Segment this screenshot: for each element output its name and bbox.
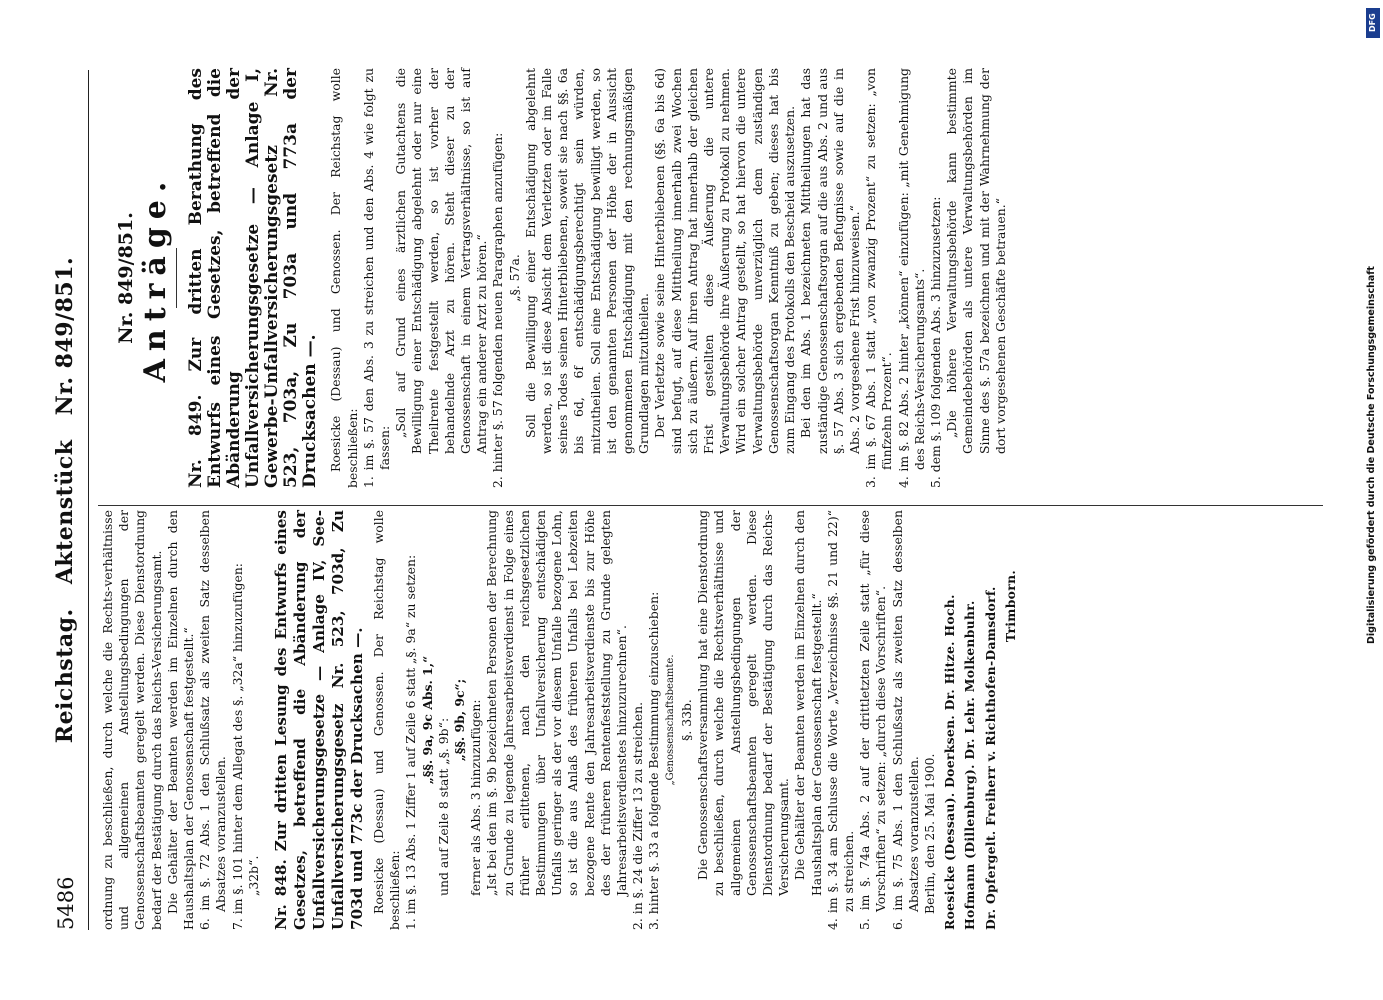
signature-line-2: Hofmann (Dillenburg). Dr. Lehr. Molkenbuhr. — [962, 600, 978, 930]
nr849-item-5: 5. dem §. 109 folgenden Abs. 3 hinzuzusetzen: — [927, 196, 943, 488]
nr848-intro: Roesicke (Dessau) und Genossen. Der Reichstag wolle beschließen: — [371, 510, 403, 930]
nr848-item-1-b: und auf Zeile 8 statt „§. 9b“: — [435, 717, 451, 896]
signature-line-1: Roesicke (Dessau). Doerksen. Dr. Hitze. Hoch. — [942, 594, 958, 930]
nr849-heading: Nr. 849. Zur dritten Berathung des Entwurfs eines Gesetzes, betreffend die Abänderung der Unfallversicherungsgesetze — Anlage I, Gewerbe-Unfallversicherungsgesetz Nr. 523, 703a, Zu 703a und 773a der Drucksachen —. — [186, 68, 321, 488]
nr848-item-3-subtitle: „Genossenschaftsbeamte. — [664, 654, 676, 786]
nr848-item-1: 1. im §. 13 Abs. 1 Ziffer 1 auf Zeile 6 statt „§. 9a“ zu setzen: — [403, 554, 419, 930]
right-column — [100, 68, 1009, 488]
signature-line-4: Trimborn. — [1002, 570, 1018, 643]
column-divider — [98, 505, 1323, 506]
nr849-item-1-quote: „Soll auf Grund eines ärztlichen Gutachtens die Bewilligung einer Entschädigung abgelehnt oder nur eine Theilrente festgestellt werden, so ist vorher der behandelnde Arzt zu hören. Steht dieser zu der Genossenschaft in einem Vertragsverhältnisse, so ist auf Antrag ein anderer Arzt zu hören.“ — [393, 68, 490, 454]
nr848-heading: Nr. 848. Zur dritten Lesung des Entwurfs eines Gesetzes, betreffend die Abänderung der Unfallversicherungsgesetze — Anlage IV, See-Unfallversicherungsgesetz Nr. 523, 703d, Zu 703d und 773c der Drucksachen —. — [272, 510, 367, 930]
nr849-item-2-text-3: Bei den im Abs. 1 bezeichneten Mittheilungen hat das zuständige Genossenschaftsorgan auf die aus Abs. 2 und aus §. 57 Abs. 3 sich ergebenden Befugnisse sowie auf die in Abs. 2 vorgesehene Frist hinzuweisen.“ — [798, 68, 862, 454]
nr848-item-2: 2. in §. 24 die Ziffer 13 zu streichen. — [630, 701, 646, 930]
title-rule — [176, 248, 177, 308]
nr848-item-3: 3. hinter §. 33 a folgende Bestimmung einzuschieben: — [646, 591, 662, 930]
nr848-item-3-text: Die Genossenschaftsversammlung hat eine Dienstordnung zu beschließen, durch welche die Rechtsverhältnisse und allgemeinen Anstellungsbedingungen der Genossenschaftsbeamten geregelt werden. Diese Dienstordnung bedarf der Bestätigung durch das Reichs-Versicherungsamt. — [695, 510, 792, 896]
running-title-left: Reichstag. — [52, 608, 78, 744]
running-title-right: Nr. 849/851. — [52, 256, 78, 416]
running-title-middle: Aktenstück — [52, 439, 78, 585]
nr849-item-3: 3. im §. 67 Abs. 1 statt „von zwanzig Prozent“ zu setzen: „von fünfzehn Prozent“. — [863, 68, 895, 488]
document-number-title: Nr. 849/851. — [115, 212, 137, 344]
antraege-title: Anträge. — [138, 173, 174, 383]
dfg-logo-icon: DFG — [1366, 8, 1380, 38]
nr849-item-4: 4. im §. 82 Abs. 2 hinter „können“ einzufügen: „mit Genehmigung des Reichs-Versicherungsamts“. — [895, 68, 927, 488]
item-7: 7. im §. 101 hinter dem Allegat des §. „32a“ hinzuzufügen: — [229, 563, 245, 930]
nr849-item-1: 1. im §. 57 den Abs. 3 zu streichen und den Abs. 4 wie folgt zu fassen: — [360, 68, 393, 488]
nr848-item-1-quote-1: „§§. 9a, 9c Abs. 1,“ — [419, 655, 435, 785]
nr848-item-1-quote: „Ist bei den im §. 9b bezeichneten Personen der Berechnung zu Grunde zu legende Jahresarbeitsverdienst in Folge eines früher erlittenen, nach den reichsgesetzlichen Bestimmungen über Unfallversicherung entschädigten Unfalls geringer als der vor diesem Unfalle bezogene Lohn, so ist die aus Anlaß des früheren Unfalls bei Lebzeiten bezogene Rente den Jahresarbeitsverdienste bis zur Höhe des der früheren Rentenfeststellung zu Grunde gelegten Jahresarbeitsverdienstes hinzuzurechnen“. — [484, 510, 630, 896]
nr849-item-5-quote: „Die höhere Verwaltungsbehörde kann bestimmte Gemeindebehörden als untere Verwaltungsbehörden im Sinne des §. 57a bezeichnen und mit der Wahrnehmung der dort vorgesehenen Geschäfte betrauen.“ — [944, 68, 1008, 454]
signature-line-3: Dr. Opfergelt. Freiherr v. Richthofen-Damsdorf. — [982, 586, 998, 930]
nr849-item-2: 2. hinter §. 57 folgenden neuen Paragraphen anzufügen: — [490, 132, 506, 488]
left-column — [100, 510, 1019, 930]
nr848-item-3-paragraph: §. 33b. — [678, 699, 694, 741]
continuation-text-2: Die Gehälter der Beamten werden im Einzelnen durch den Haushaltsplan der Genossenschaft festgestellt.“ — [164, 510, 197, 930]
nr848-item-6: 6. im §. 75 Abs. 1 den Schlußsatz als zweiten Satz desselben Absatzes voranzustellen. — [889, 510, 921, 930]
nr848-item-1-c: ferner als Abs. 3 hinzuzufügen: — [468, 699, 484, 896]
item-7-quote: „32b“. — [245, 855, 261, 896]
page-number: 5486 — [54, 876, 78, 930]
nr848-item-5: 5. im §. 74a Abs. 2 auf der drittletzten Zeile statt „für diese Vorschriften“ zu setzen: „durch diese Vorschriften“. — [857, 510, 889, 930]
nr848-item-3-text-2: Die Gehälter der Beamten werden im Einzelnen durch den Haushaltsplan der Genossenschaft festgestellt.“ — [792, 510, 824, 896]
digitization-sidebar — [1363, 0, 1383, 1000]
digitization-credit: Digitalisierung gefördert durch die Deutsche Forschungsgemeinschaft — [1366, 266, 1377, 644]
nr849-item-2-paragraph: „§. 57a. — [506, 254, 522, 302]
nr848-item-1-quote-2: „§§. 9b, 9c“; — [452, 678, 468, 762]
continuation-text-1: ordnung zu beschließen, durch welche die Rechts-verhältnisse und allgemeinen Anstellungsbedingungen der Genossenschaftsbeamten geregelt werden. Diese Dienstordnung bedarf der Bestätigung durch das Reichs-Versicherungsamt. — [100, 510, 164, 930]
nr849-item-2-text: Soll die Bewilligung einer Entschädigung abgelehnt werden, so ist diese Absicht dem Verletzten oder im Falle seines Todes seinen Hinterbliebenen, soweit sie nach §§. 6a bis 6d, 6f entschädigungsberechtigt sein würden, mitzutheilen. Soll eine Entschädigung bewilligt werden, so ist den genannten Personen der Höhe der in Aussicht genommenen Entschädigung mit den rechnungsmäßigen Grundlagen mitzutheilen. — [522, 68, 652, 454]
nr848-item-4: 4. im §. 34 am Schlusse die Worte „Verzeichnisse §§. 21 und 22)“ zu streichen. — [824, 510, 856, 930]
nr849-intro: Roesicke (Dessau) und Genossen. Der Reichstag wolle beschließen: — [328, 68, 360, 488]
nr849-item-2-text-2: Der Verletzte sowie seine Hinterbliebenen (§§. 6a bis 6d) sind befugt, auf diese Mittheilung innerhalb zwei Wochen sich zu äußern. Auf ihren Antrag hat innerhalb der gleichen Frist gestellten diese Äußerung die untere Verwaltungsbehörde ihre Äußerung zu Protokoll zu nehmen. Wird ein solcher Antrag gestellt, so hat hiervon die untere Verwaltungsbehörde unverzüglich dem zuständigen Genossenschaftsorgan Kenntniß zu geben; dieses hat bis zum Eingang des Protokolls den Bescheid auszusetzen. — [652, 68, 798, 454]
date-line: Berlin, den 25. Mai 1900. — [921, 753, 937, 914]
running-title — [52, 70, 78, 930]
item-6: 6. im §. 72 Abs. 1 den Schlußsatz als zweiten Satz desselben Absatzes voranzustellen. — [197, 510, 229, 930]
page-header — [50, 70, 89, 930]
